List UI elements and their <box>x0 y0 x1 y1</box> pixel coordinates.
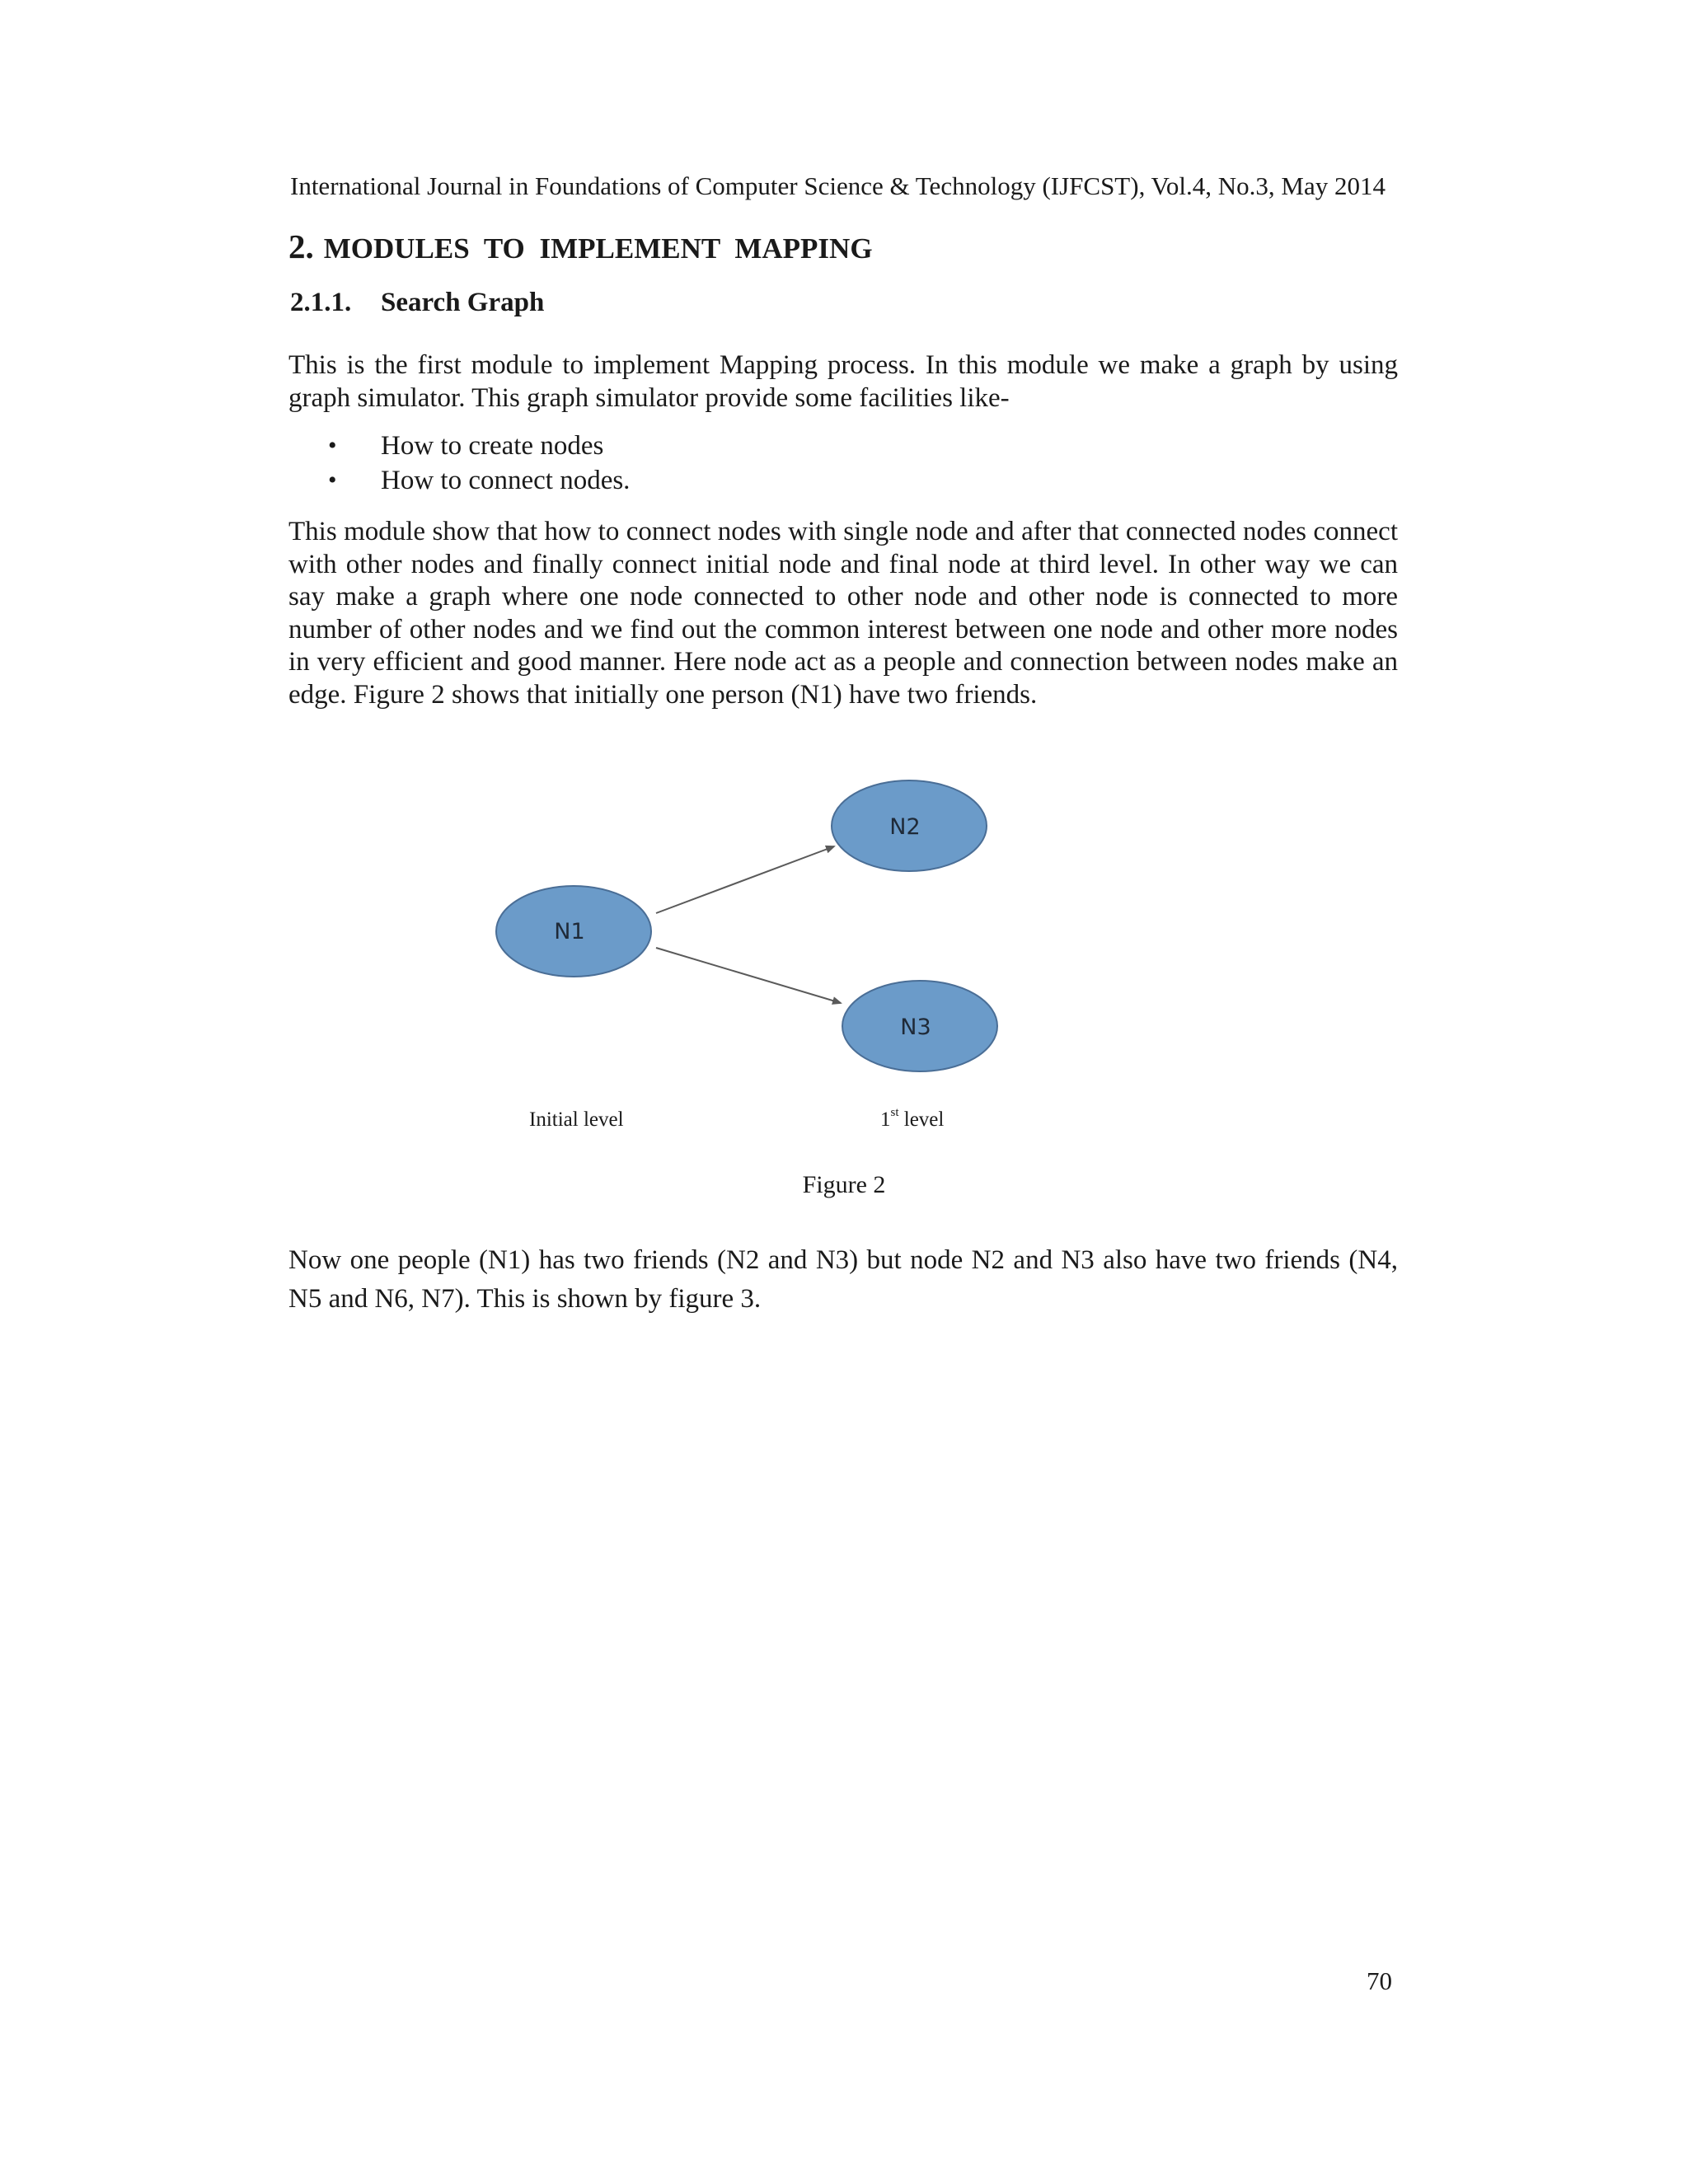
paragraph-figure-3-lead: Now one people (N1) has two friends (N2 and N3) but node N2 and N3 also have two friends (N4, N5 and N6, N7). This is shown by figure 3. <box>288 1245 1398 1314</box>
list-item-text: How to create nodes <box>381 431 604 461</box>
running-header: International Journal in Foundations of Computer Science & Technology (IJFCST), Vol.4, No.3, May 2014 <box>290 171 1386 200</box>
subsection-title: Search Graph <box>381 288 545 317</box>
paragraph-module-description: This module show that how to connect nodes with single node and after that connected nodes connect with other nodes and finally connect initial node and final node at third level. In other way we can say make a graph where one node connected to other node and other node is connected to more number of other nodes and we find out the common interest between one node and other more nodes in very efficient and good manner. Here node act as a people and connection between nodes make an edge. Figure 2 shows that initially one person (N1) have two friends. <box>288 517 1398 710</box>
section-number: 2. <box>288 227 314 265</box>
list-item <box>328 429 630 463</box>
subsection-heading <box>290 284 544 321</box>
figure-caption: Figure 2 <box>802 1171 886 1198</box>
level-word: level <box>898 1108 945 1131</box>
bullet-icon: • <box>328 432 337 459</box>
node-n1-label: N1 <box>554 919 585 944</box>
section-title: MODULES TO IMPLEMENT MAPPING <box>323 232 873 265</box>
paragraph-intro: This is the first module to implement Mapping process. In this module we make a graph by using graph simulator. This graph simulator provide some facilities like- <box>288 350 1398 413</box>
list-item-text: How to connect nodes. <box>381 466 631 495</box>
node-n3-label: N3 <box>900 1015 931 1040</box>
level-label-initial: Initial level <box>529 1108 624 1131</box>
level-ordinal-suffix: st <box>890 1106 899 1119</box>
level-label-first <box>880 1107 944 1133</box>
graph-diagram <box>462 771 1055 1108</box>
list-item <box>328 463 630 498</box>
edge-n1-to-n3 <box>656 948 841 1003</box>
facility-list <box>328 429 630 498</box>
level-number: 1 <box>880 1108 891 1131</box>
page-number: 70 <box>1367 1966 1392 1995</box>
section-heading <box>288 227 873 269</box>
figure-2-graph <box>462 771 1055 1108</box>
node-n2-label: N2 <box>889 814 921 840</box>
edge-n1-to-n2 <box>656 846 834 913</box>
subsection-number: 2.1.1. <box>290 288 352 317</box>
bullet-icon: • <box>328 466 337 494</box>
